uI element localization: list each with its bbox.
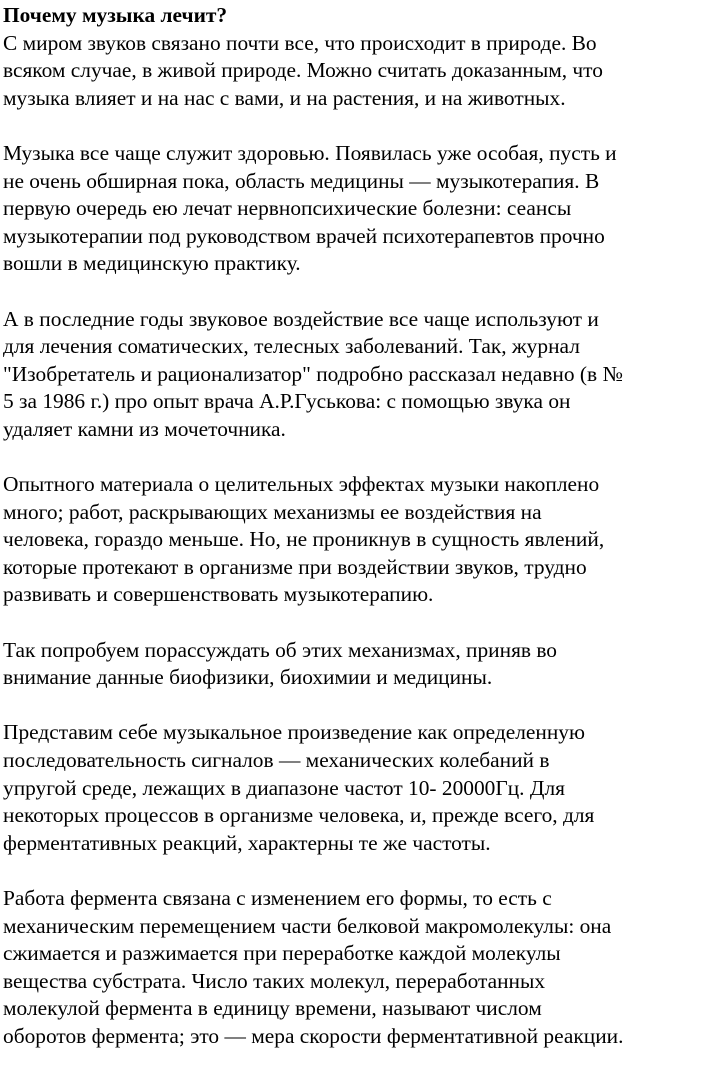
text-line: удаляет камни из мочеточника. — [3, 416, 286, 441]
text-line: молекулой фермента в единицу времени, называют числом — [3, 996, 542, 1021]
paragraph-5 — [3, 637, 703, 692]
text-line: много; работ, раскрывающих механизмы ее воздействия на — [3, 499, 542, 524]
text-line: Музыка все чаще служит здоровью. Появилась уже особая, пусть и — [3, 140, 617, 165]
text-line: С миром звуков связано почти все, что происходит в природе. Во — [3, 30, 597, 55]
text-line: Представим себе музыкальное произведение как определенную — [3, 720, 585, 745]
text-line: вошли в медицинскую практику. — [3, 251, 301, 276]
text-line: Опытного материала о целительных эффектах музыки накоплено — [3, 472, 600, 497]
text-line: для лечения соматических, телесных заболеваний. Так, журнал — [3, 334, 580, 359]
text-line: механическим перемещением части белковой макромолекулы: она — [3, 913, 612, 938]
document-title: Почему музыка лечит? — [3, 3, 228, 27]
text-line: музыка влияет и на нас с вами, и на растения, и на животных. — [3, 85, 566, 110]
text-line: внимание данные биофизики, биохимии и медицины. — [3, 665, 493, 690]
text-line: Так попробуем порассуждать об этих механизмах, приняв во — [3, 637, 558, 662]
paragraph-4 — [3, 471, 703, 609]
text-line: которые протекают в организме при воздействии звуков, трудно — [3, 554, 587, 579]
text-line: Работа фермента связана с изменением его формы, то есть с — [3, 886, 552, 910]
text-line: человека, гораздо меньше. Но, не проникнув в сущность явлений, — [3, 527, 605, 552]
text-line: 5 за 1986 г.) про опыт врача А.Р.Гуськова: с помощью звука он — [3, 389, 571, 414]
text-line: музыкотерапии под руководством врачей психотерапевтов прочно — [3, 223, 605, 248]
paragraph-6 — [3, 719, 703, 857]
paragraph-2 — [3, 140, 703, 278]
paragraph-7 — [3, 885, 703, 1051]
paragraph-1 — [3, 30, 703, 113]
paragraph-3 — [3, 306, 703, 444]
text-line: ферментативных реакций, характерны те же частоты. — [3, 830, 491, 855]
text-line: последовательность сигналов — механических колебаний в — [3, 748, 550, 773]
text-line: некоторых процессов в организме человека, и, прежде всего, для — [3, 803, 595, 828]
text-line: А в последние годы звуковое воздействие все чаще используют и — [3, 306, 599, 331]
text-line: "Изобретатель и рационализатор" подробно рассказал недавно (в № — [3, 361, 623, 386]
text-line: вещества субстрата. Число таких молекул, переработанных — [3, 968, 546, 993]
text-line: всяком случае, в живой природе. Можно считать доказанным, что — [3, 58, 603, 83]
text-line: оборотов фермента; это — мера скорости ферментативной реакции. — [3, 1023, 624, 1048]
text-line: развивать и совершенствовать музыкотерапию. — [3, 582, 434, 607]
text-line: сжимается и разжимается при переработке каждой молекулы — [3, 941, 561, 966]
text-line: упругой среде, лежащих в диапазоне частот 10- 20000Гц. Для — [3, 775, 565, 800]
document-page — [3, 2, 703, 1078]
text-line: первую очередь ею лечат нервнопсихические болезни: сеансы — [3, 196, 572, 221]
text-line: не очень обширная пока, область медицины — музыкотерапия. В — [3, 168, 600, 193]
